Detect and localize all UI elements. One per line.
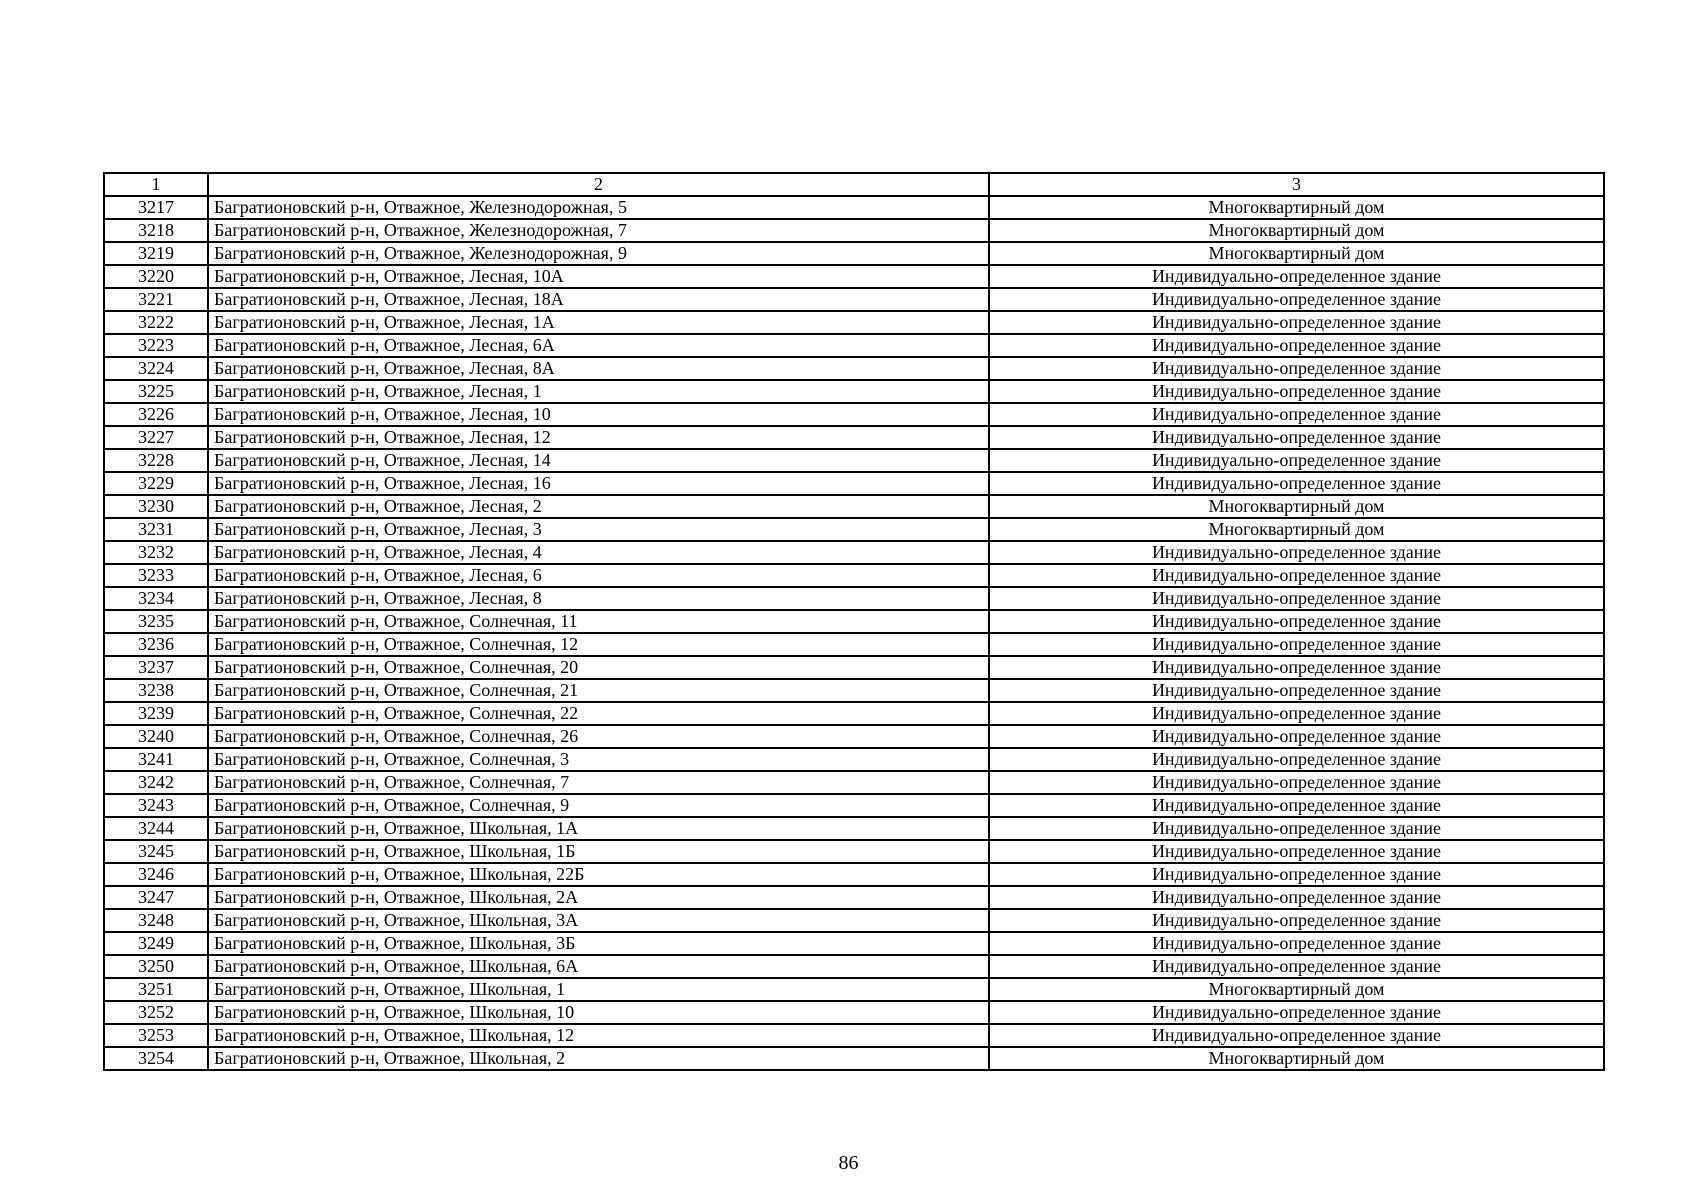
- table-row: [104, 219, 1604, 242]
- row-number-cell: 3240: [104, 725, 208, 748]
- row-number-cell: 3251: [104, 978, 208, 1001]
- address-cell: Багратионовский р-н, Отважное, Лесная, 3: [208, 518, 989, 541]
- building-type-cell: Индивидуально-определенное здание: [989, 863, 1604, 886]
- table-row: [104, 978, 1604, 1001]
- row-number-cell: 3249: [104, 932, 208, 955]
- building-type-cell: Индивидуально-определенное здание: [989, 840, 1604, 863]
- building-type-cell: Индивидуально-определенное здание: [989, 886, 1604, 909]
- address-cell: Багратионовский р-н, Отважное, Школьная, 3Б: [208, 932, 989, 955]
- row-number-cell: 3231: [104, 518, 208, 541]
- row-number-cell: 3238: [104, 679, 208, 702]
- building-type-cell: Индивидуально-определенное здание: [989, 771, 1604, 794]
- table-row: [104, 656, 1604, 679]
- address-cell: Багратионовский р-н, Отважное, Школьная, 10: [208, 1001, 989, 1024]
- table-row: [104, 817, 1604, 840]
- row-number-cell: 3227: [104, 426, 208, 449]
- building-type-cell: Индивидуально-определенное здание: [989, 403, 1604, 426]
- row-number-cell: 3217: [104, 196, 208, 219]
- table-row: [104, 587, 1604, 610]
- table-row: [104, 564, 1604, 587]
- building-type-cell: Индивидуально-определенное здание: [989, 748, 1604, 771]
- row-number-cell: 3245: [104, 840, 208, 863]
- address-cell: Багратионовский р-н, Отважное, Школьная, 1Б: [208, 840, 989, 863]
- table-row: [104, 403, 1604, 426]
- row-number-cell: 3241: [104, 748, 208, 771]
- building-type-cell: Индивидуально-определенное здание: [989, 541, 1604, 564]
- row-number-cell: 3254: [104, 1047, 208, 1070]
- row-number-cell: 3226: [104, 403, 208, 426]
- table-row: [104, 242, 1604, 265]
- building-type-cell: Индивидуально-определенное здание: [989, 587, 1604, 610]
- address-cell: Багратионовский р-н, Отважное, Лесная, 8А: [208, 357, 989, 380]
- row-number-cell: 3230: [104, 495, 208, 518]
- building-type-cell: Индивидуально-определенное здание: [989, 794, 1604, 817]
- table-row: [104, 679, 1604, 702]
- table-row: [104, 610, 1604, 633]
- row-number-cell: 3225: [104, 380, 208, 403]
- address-cell: Багратионовский р-н, Отважное, Лесная, 10А: [208, 265, 989, 288]
- address-cell: Багратионовский р-н, Отважное, Лесная, 6А: [208, 334, 989, 357]
- table-row: [104, 886, 1604, 909]
- building-type-cell: Индивидуально-определенное здание: [989, 311, 1604, 334]
- building-type-cell: Индивидуально-определенное здание: [989, 909, 1604, 932]
- building-type-cell: Многоквартирный дом: [989, 518, 1604, 541]
- building-type-cell: Индивидуально-определенное здание: [989, 357, 1604, 380]
- page-number: 86: [838, 1152, 859, 1174]
- row-number-cell: 3252: [104, 1001, 208, 1024]
- row-number-cell: 3234: [104, 587, 208, 610]
- row-number-cell: 3224: [104, 357, 208, 380]
- address-cell: Багратионовский р-н, Отважное, Школьная, 3А: [208, 909, 989, 932]
- row-number-cell: 3218: [104, 219, 208, 242]
- address-cell: Багратионовский р-н, Отважное, Школьная, 2А: [208, 886, 989, 909]
- building-type-cell: Многоквартирный дом: [989, 495, 1604, 518]
- table-row: [104, 1001, 1604, 1024]
- address-cell: Багратионовский р-н, Отважное, Железнодорожная, 7: [208, 219, 989, 242]
- address-cell: Багратионовский р-н, Отважное, Школьная, 1А: [208, 817, 989, 840]
- row-number-cell: 3235: [104, 610, 208, 633]
- address-cell: Багратионовский р-н, Отважное, Лесная, 2: [208, 495, 989, 518]
- address-cell: Багратионовский р-н, Отважное, Солнечная, 26: [208, 725, 989, 748]
- table-row: [104, 955, 1604, 978]
- header-col-2: 2: [208, 173, 989, 196]
- building-type-cell: Индивидуально-определенное здание: [989, 702, 1604, 725]
- address-cell: Багратионовский р-н, Отважное, Школьная, 2: [208, 1047, 989, 1070]
- row-number-cell: 3253: [104, 1024, 208, 1047]
- row-number-cell: 3219: [104, 242, 208, 265]
- address-cell: Багратионовский р-н, Отважное, Школьная, 22Б: [208, 863, 989, 886]
- address-cell: Багратионовский р-н, Отважное, Лесная, 1: [208, 380, 989, 403]
- row-number-cell: 3221: [104, 288, 208, 311]
- row-number-cell: 3239: [104, 702, 208, 725]
- address-cell: Багратионовский р-н, Отважное, Школьная, 12: [208, 1024, 989, 1047]
- building-type-cell: Индивидуально-определенное здание: [989, 725, 1604, 748]
- table-row: [104, 725, 1604, 748]
- building-type-cell: Индивидуально-определенное здание: [989, 633, 1604, 656]
- address-cell: Багратионовский р-н, Отважное, Солнечная, 22: [208, 702, 989, 725]
- table-row: [104, 1047, 1604, 1070]
- table-row: [104, 794, 1604, 817]
- address-cell: Багратионовский р-н, Отважное, Солнечная, 20: [208, 656, 989, 679]
- table-row: [104, 932, 1604, 955]
- building-type-cell: Индивидуально-определенное здание: [989, 610, 1604, 633]
- address-cell: Багратионовский р-н, Отважное, Солнечная, 3: [208, 748, 989, 771]
- table-row: [104, 357, 1604, 380]
- building-type-cell: Индивидуально-определенное здание: [989, 656, 1604, 679]
- table-row: [104, 288, 1604, 311]
- address-cell: Багратионовский р-н, Отважное, Солнечная, 9: [208, 794, 989, 817]
- address-cell: Багратионовский р-н, Отважное, Железнодорожная, 9: [208, 242, 989, 265]
- table-row: [104, 449, 1604, 472]
- table-row: [104, 748, 1604, 771]
- row-number-cell: 3236: [104, 633, 208, 656]
- table-row: [104, 495, 1604, 518]
- row-number-cell: 3232: [104, 541, 208, 564]
- row-number-cell: 3244: [104, 817, 208, 840]
- row-number-cell: 3250: [104, 955, 208, 978]
- address-cell: Багратионовский р-н, Отважное, Лесная, 10: [208, 403, 989, 426]
- table-row: [104, 771, 1604, 794]
- address-cell: Багратионовский р-н, Отважное, Железнодорожная, 5: [208, 196, 989, 219]
- table-row: [104, 909, 1604, 932]
- table-row: [104, 840, 1604, 863]
- address-cell: Багратионовский р-н, Отважное, Солнечная, 11: [208, 610, 989, 633]
- row-number-cell: 3237: [104, 656, 208, 679]
- building-type-cell: Индивидуально-определенное здание: [989, 564, 1604, 587]
- address-cell: Багратионовский р-н, Отважное, Лесная, 12: [208, 426, 989, 449]
- building-type-cell: Индивидуально-определенное здание: [989, 817, 1604, 840]
- building-type-cell: Многоквартирный дом: [989, 219, 1604, 242]
- address-cell: Багратионовский р-н, Отважное, Лесная, 16: [208, 472, 989, 495]
- row-number-cell: 3228: [104, 449, 208, 472]
- row-number-cell: 3229: [104, 472, 208, 495]
- header-col-1: 1: [104, 173, 208, 196]
- address-cell: Багратионовский р-н, Отважное, Лесная, 6: [208, 564, 989, 587]
- building-type-cell: Индивидуально-определенное здание: [989, 932, 1604, 955]
- table-row: [104, 1024, 1604, 1047]
- address-cell: Багратионовский р-н, Отважное, Лесная, 14: [208, 449, 989, 472]
- address-cell: Багратионовский р-н, Отважное, Школьная, 6А: [208, 955, 989, 978]
- building-type-cell: Многоквартирный дом: [989, 242, 1604, 265]
- table-body: [104, 196, 1604, 1070]
- address-cell: Багратионовский р-н, Отважное, Лесная, 8: [208, 587, 989, 610]
- address-cell: Багратионовский р-н, Отважное, Солнечная, 12: [208, 633, 989, 656]
- building-type-cell: Индивидуально-определенное здание: [989, 449, 1604, 472]
- address-cell: Багратионовский р-н, Отважное, Лесная, 18А: [208, 288, 989, 311]
- table-row: [104, 196, 1604, 219]
- table-row: [104, 702, 1604, 725]
- building-type-cell: Индивидуально-определенное здание: [989, 288, 1604, 311]
- buildings-table: [103, 172, 1605, 1071]
- row-number-cell: 3233: [104, 564, 208, 587]
- row-number-cell: 3220: [104, 265, 208, 288]
- address-cell: Багратионовский р-н, Отважное, Лесная, 4: [208, 541, 989, 564]
- address-cell: Багратионовский р-н, Отважное, Лесная, 1А: [208, 311, 989, 334]
- row-number-cell: 3242: [104, 771, 208, 794]
- address-cell: Багратионовский р-н, Отважное, Солнечная, 21: [208, 679, 989, 702]
- header-col-3: 3: [989, 173, 1604, 196]
- row-number-cell: 3243: [104, 794, 208, 817]
- table-row: [104, 380, 1604, 403]
- address-cell: Багратионовский р-н, Отважное, Школьная, 1: [208, 978, 989, 1001]
- building-type-cell: Индивидуально-определенное здание: [989, 380, 1604, 403]
- row-number-cell: 3246: [104, 863, 208, 886]
- table-row: [104, 472, 1604, 495]
- building-type-cell: Индивидуально-определенное здание: [989, 426, 1604, 449]
- table-row: [104, 426, 1604, 449]
- table-row: [104, 311, 1604, 334]
- table-row: [104, 633, 1604, 656]
- table-row: [104, 541, 1604, 564]
- document-table-container: [103, 172, 1603, 1071]
- row-number-cell: 3223: [104, 334, 208, 357]
- building-type-cell: Индивидуально-определенное здание: [989, 1024, 1604, 1047]
- row-number-cell: 3248: [104, 909, 208, 932]
- table-row: [104, 518, 1604, 541]
- building-type-cell: Многоквартирный дом: [989, 196, 1604, 219]
- table-row: [104, 863, 1604, 886]
- row-number-cell: 3247: [104, 886, 208, 909]
- building-type-cell: Индивидуально-определенное здание: [989, 679, 1604, 702]
- building-type-cell: Индивидуально-определенное здание: [989, 955, 1604, 978]
- address-cell: Багратионовский р-н, Отважное, Солнечная, 7: [208, 771, 989, 794]
- building-type-cell: Индивидуально-определенное здание: [989, 1001, 1604, 1024]
- building-type-cell: Индивидуально-определенное здание: [989, 334, 1604, 357]
- building-type-cell: Индивидуально-определенное здание: [989, 265, 1604, 288]
- building-type-cell: Многоквартирный дом: [989, 978, 1604, 1001]
- building-type-cell: Многоквартирный дом: [989, 1047, 1604, 1070]
- table-header-row: [104, 173, 1604, 196]
- building-type-cell: Индивидуально-определенное здание: [989, 472, 1604, 495]
- row-number-cell: 3222: [104, 311, 208, 334]
- table-row: [104, 265, 1604, 288]
- table-row: [104, 334, 1604, 357]
